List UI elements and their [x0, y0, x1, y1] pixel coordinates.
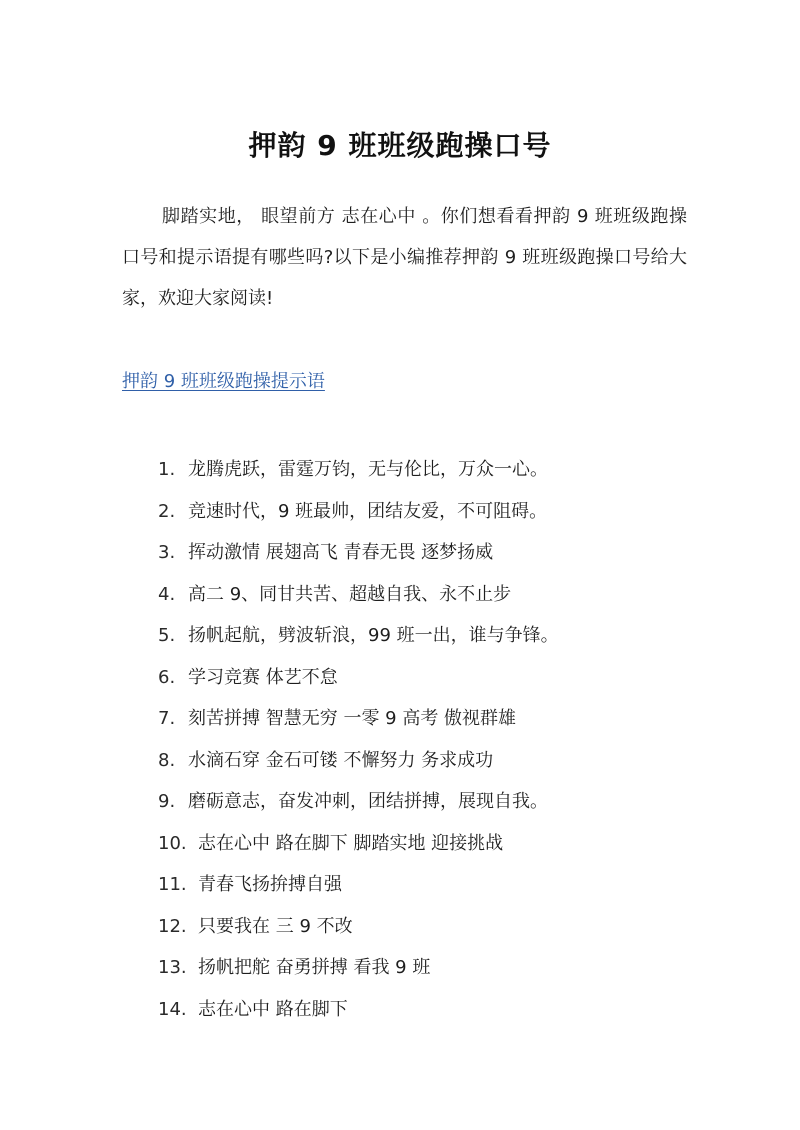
list-item-text: 竞速时代，9 班最帅，团结友爱，不可阻碍。: [188, 500, 548, 522]
list-item-text: 高二 9、同甘共苦、超越自我、永不止步: [188, 583, 512, 605]
list-item-number: 5.: [158, 625, 176, 646]
list-item-number: 11.: [158, 874, 187, 895]
list-item-number: 13.: [158, 957, 187, 978]
list-item-number: 6.: [158, 666, 176, 688]
slogan-list: [158, 449, 559, 1030]
list-item-number: 12.: [158, 915, 187, 937]
list-item: [158, 989, 559, 1031]
list-item-number: 4.: [158, 583, 176, 605]
list-item-text: 挥动激情 展翅高飞 青春无畏 逐梦扬威: [188, 542, 494, 563]
list-item: [158, 906, 559, 948]
list-item-number: 14.: [158, 998, 187, 1020]
list-item: [158, 449, 559, 491]
list-item-text: 扬帆起航，劈波斩浪，99 班一出，谁与争锋。: [188, 625, 559, 646]
list-item: [158, 657, 559, 699]
list-item: [158, 532, 559, 574]
list-item-text: 只要我在 三 9 不改: [198, 915, 353, 937]
list-item-number: 8.: [158, 749, 176, 771]
list-item: [158, 491, 559, 533]
list-item: [158, 781, 559, 823]
list-item-number: 3.: [158, 542, 176, 563]
list-item-text: 刻苦拼搏 智慧无穷 一零 9 高考 傲视群雄: [188, 708, 517, 729]
list-item-number: 10.: [158, 832, 187, 854]
list-item-text: 扬帆把舵 奋勇拼搏 看我 9 班: [198, 957, 431, 978]
list-item: [158, 615, 559, 657]
list-item-number: 9.: [158, 791, 176, 812]
list-item-text: 水滴石穿 金石可镂 不懈努力 务求成功: [188, 749, 494, 771]
list-item-text: 龙腾虎跃，雷霆万钧，无与伦比，万众一心。: [188, 459, 548, 480]
list-item: [158, 823, 559, 865]
list-item-text: 志在心中 路在脚下: [198, 998, 348, 1020]
list-item: [158, 740, 559, 782]
list-item-number: 7.: [158, 708, 176, 729]
list-item-text: 磨砺意志，奋发冲刺，团结拼搏，展现自我。: [188, 791, 548, 812]
list-item-text: 青春飞扬拚搏自强: [198, 874, 342, 895]
list-item: [158, 947, 559, 989]
list-item-number: 1.: [158, 459, 176, 480]
page-title: 押韵 9 班班级跑操口号: [248, 129, 552, 162]
list-item-text: 学习竞赛 体艺不怠: [188, 666, 338, 688]
intro-paragraph: 脚踏实地， 眼望前方 志在心中 。你们想看看押韵 9 班班级跑操口号和提示语提有哪些吗?以下是小编推荐押韵 9 班班级跑操口号给大家，欢迎大家阅读!: [122, 206, 687, 309]
section-heading-link[interactable]: 押韵 9 班班级跑操提示语: [122, 371, 325, 392]
list-item-number: 2.: [158, 500, 176, 522]
list-item: [158, 574, 559, 616]
list-item: [158, 864, 559, 906]
list-item: [158, 698, 559, 740]
list-item-text: 志在心中 路在脚下 脚踏实地 迎接挑战: [198, 832, 504, 854]
